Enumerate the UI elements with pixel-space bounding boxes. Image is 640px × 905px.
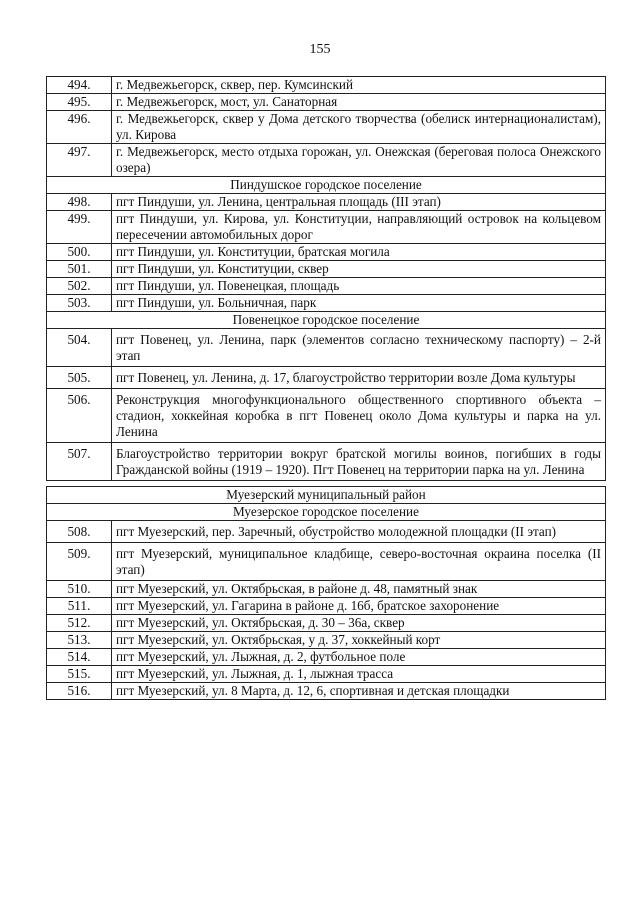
row-description: Благоустройство территории вокруг братской могилы воинов, погибших в годы Гражданской войны (1919 – 1920). Пгт Повенец на территории парка на ул. Ленина xyxy=(112,443,606,481)
row-number: 494. xyxy=(47,77,112,94)
row-description: пгт Пиндуши, ул. Кирова, ул. Конституции, направляющий островок на кольцевом пересечении автомобильных дорог xyxy=(112,211,606,244)
row-description: пгт Муезерский, ул. Лыжная, д. 1, лыжная трасса xyxy=(112,666,606,683)
row-description: пгт Пиндуши, ул. Больничная, парк xyxy=(112,295,606,312)
section-header: Пиндушское городское поселение xyxy=(47,177,606,194)
table-row xyxy=(47,683,606,700)
table-row xyxy=(47,367,606,389)
row-description: пгт Муезерский, пер. Заречный, обустройство молодежной площадки (II этап) xyxy=(112,521,606,543)
row-number: 507. xyxy=(47,443,112,481)
row-description: пгт Пиндуши, ул. Конституции, братская могила xyxy=(112,244,606,261)
section-header-row xyxy=(47,312,606,329)
row-number: 503. xyxy=(47,295,112,312)
row-description: г. Медвежьегорск, мост, ул. Санаторная xyxy=(112,94,606,111)
row-description: пгт Пиндуши, ул. Конституции, сквер xyxy=(112,261,606,278)
row-description: пгт Муезерский, ул. 8 Марта, д. 12, 6, спортивная и детская площадки xyxy=(112,683,606,700)
table-row xyxy=(47,244,606,261)
row-number: 510. xyxy=(47,581,112,598)
row-number: 514. xyxy=(47,649,112,666)
row-number: 501. xyxy=(47,261,112,278)
locations-table xyxy=(46,76,606,700)
row-description: пгт Муезерский, ул. Гагарина в районе д. 16б, братское захоронение xyxy=(112,598,606,615)
row-number: 516. xyxy=(47,683,112,700)
table-row xyxy=(47,666,606,683)
row-description: г. Медвежьегорск, сквер у Дома детского творчества (обелиск интернационалистам), ул. Кирова xyxy=(112,111,606,144)
row-number: 509. xyxy=(47,543,112,581)
row-description: пгт Муезерский, муниципальное кладбище, северо-восточная окраина поселка (II этап) xyxy=(112,543,606,581)
row-number: 505. xyxy=(47,367,112,389)
section-header-row xyxy=(47,487,606,504)
table-row xyxy=(47,295,606,312)
locations-table-body xyxy=(47,77,606,700)
table-row xyxy=(47,111,606,144)
table-row xyxy=(47,278,606,295)
row-number: 513. xyxy=(47,632,112,649)
table-row xyxy=(47,194,606,211)
row-number: 515. xyxy=(47,666,112,683)
row-description: пгт Пиндуши, ул. Ленина, центральная площадь (III этап) xyxy=(112,194,606,211)
section-header-row xyxy=(47,177,606,194)
row-number: 500. xyxy=(47,244,112,261)
row-description: пгт Муезерский, ул. Октябрьская, в районе д. 48, памятный знак xyxy=(112,581,606,598)
row-number: 499. xyxy=(47,211,112,244)
table-row xyxy=(47,94,606,111)
row-description: г. Медвежьегорск, место отдыха горожан, ул. Онежская (береговая полоса Онежского озера) xyxy=(112,144,606,177)
row-description: пгт Муезерский, ул. Октябрьская, у д. 37, хоккейный корт xyxy=(112,632,606,649)
row-number: 512. xyxy=(47,615,112,632)
table-row xyxy=(47,389,606,443)
table-row xyxy=(47,144,606,177)
section-header: Муезерский муниципальный район xyxy=(47,487,606,504)
table-row xyxy=(47,632,606,649)
table-row xyxy=(47,261,606,278)
row-number: 496. xyxy=(47,111,112,144)
row-description: пгт Муезерский, ул. Октябрьская, д. 30 – 36а, сквер xyxy=(112,615,606,632)
page-number: 155 xyxy=(309,42,331,57)
row-number: 495. xyxy=(47,94,112,111)
row-description: Реконструкция многофункционального общественного спортивного объекта – стадион, хоккейная коробка в пгт Повенец около Дома культуры и парка на ул. Ленина xyxy=(112,389,606,443)
table-row xyxy=(47,543,606,581)
section-header: Муезерское городское поселение xyxy=(47,504,606,521)
table-row xyxy=(47,443,606,481)
row-number: 498. xyxy=(47,194,112,211)
row-description: пгт Муезерский, ул. Лыжная, д. 2, футбольное поле xyxy=(112,649,606,666)
table-row xyxy=(47,615,606,632)
table-row xyxy=(47,649,606,666)
row-number: 506. xyxy=(47,389,112,443)
row-description: г. Медвежьегорск, сквер, пер. Кумсинский xyxy=(112,77,606,94)
row-number: 508. xyxy=(47,521,112,543)
table-row xyxy=(47,77,606,94)
table-row xyxy=(47,581,606,598)
section-header: Повенецкое городское поселение xyxy=(47,312,606,329)
table-row xyxy=(47,598,606,615)
row-description: пгт Повенец, ул. Ленина, д. 17, благоустройство территории возле Дома культуры xyxy=(112,367,606,389)
row-description: пгт Пиндуши, ул. Повенецкая, площадь xyxy=(112,278,606,295)
table-row xyxy=(47,329,606,367)
row-number: 504. xyxy=(47,329,112,367)
row-number: 511. xyxy=(47,598,112,615)
table-row xyxy=(47,211,606,244)
table-row xyxy=(47,521,606,543)
row-description: пгт Повенец, ул. Ленина, парк (элементов согласно техническому паспорту) – 2-й этап xyxy=(112,329,606,367)
section-header-row xyxy=(47,504,606,521)
row-number: 502. xyxy=(47,278,112,295)
row-number: 497. xyxy=(47,144,112,177)
